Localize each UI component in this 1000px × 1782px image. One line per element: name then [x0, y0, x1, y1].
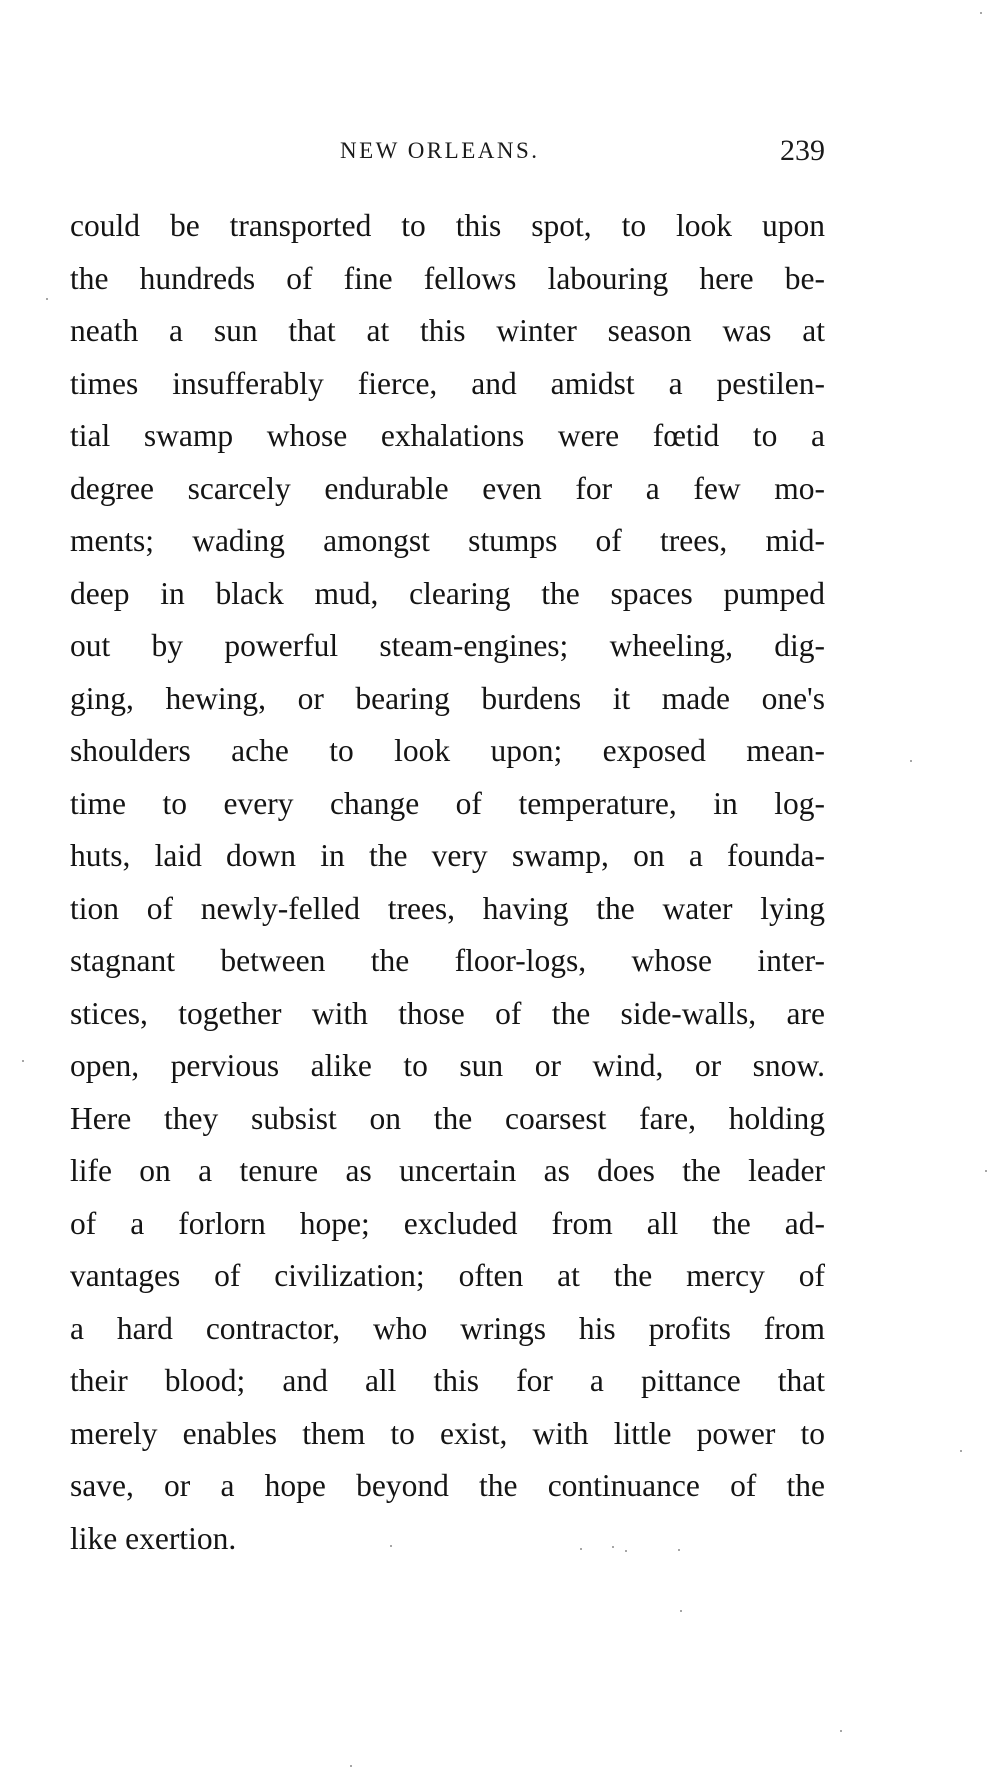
paper-speck — [980, 12, 982, 14]
paper-speck — [390, 1545, 392, 1547]
text-line: ments; wading amongst stumps of trees, mid- — [70, 523, 825, 558]
text-line: tion of newly-felled trees, having the water lying — [70, 890, 825, 926]
text-line: times insufferably fierce, and amidst a pestilen- — [70, 365, 825, 401]
text-line: neath a sun that at this winter season was at — [70, 313, 825, 348]
text-line: vantages of civilization; often at the mercy of — [70, 1258, 825, 1293]
text-line: like exertion. — [70, 1520, 237, 1556]
text-line: degree scarcely endurable even for a few mo- — [70, 470, 825, 506]
paper-speck — [678, 1549, 680, 1551]
text-line: life on a tenure as uncertain as does the leader — [70, 1153, 825, 1188]
text-line: time to every change of temperature, in log- — [70, 785, 825, 821]
paper-speck — [612, 1546, 614, 1548]
text-line: stagnant between the floor-logs, whose inter- — [70, 943, 825, 978]
paper-speck — [910, 760, 912, 762]
page-header — [70, 134, 825, 174]
body-text — [70, 200, 825, 1565]
text-line: tial swamp whose exhalations were fœtid to a — [70, 418, 825, 453]
paper-speck — [985, 1170, 987, 1172]
page-number: 239 — [780, 134, 825, 167]
text-line: Here they subsist on the coarsest fare, holding — [70, 1100, 825, 1136]
text-line: a hard contractor, who wrings his profits from — [70, 1310, 825, 1346]
text-line: out by powerful steam-engines; wheeling, dig- — [70, 628, 825, 663]
text-line: deep in black mud, clearing the spaces pumped — [70, 575, 825, 611]
text-line: ging, hewing, or bearing burdens it made one's — [70, 680, 825, 716]
text-line: open, pervious alike to sun or wind, or snow. — [70, 1048, 825, 1083]
text-line: merely enables them to exist, with little power to — [70, 1415, 825, 1451]
paper-speck — [960, 1450, 962, 1452]
text-line: of a forlorn hope; excluded from all the ad- — [70, 1205, 825, 1241]
text-line: stices, together with those of the side-walls, are — [70, 995, 825, 1031]
paper-speck — [580, 1548, 582, 1550]
paper-speck — [46, 298, 48, 300]
text-line: could be transported to this spot, to look upon — [70, 208, 825, 243]
text-line: shoulders ache to look upon; exposed mean- — [70, 733, 825, 768]
paper-speck — [22, 1060, 24, 1062]
text-line: the hundreds of fine fellows labouring here be- — [70, 260, 825, 296]
text-line: save, or a hope beyond the continuance of the — [70, 1468, 825, 1503]
running-head: NEW ORLEANS. — [340, 138, 540, 163]
paper-speck — [350, 1765, 352, 1767]
paper-speck — [680, 1610, 682, 1612]
text-line: their blood; and all this for a pittance that — [70, 1363, 825, 1398]
text-line: huts, laid down in the very swamp, on a founda- — [70, 838, 825, 873]
paper-speck — [625, 1550, 627, 1552]
paper-speck — [840, 1730, 842, 1732]
